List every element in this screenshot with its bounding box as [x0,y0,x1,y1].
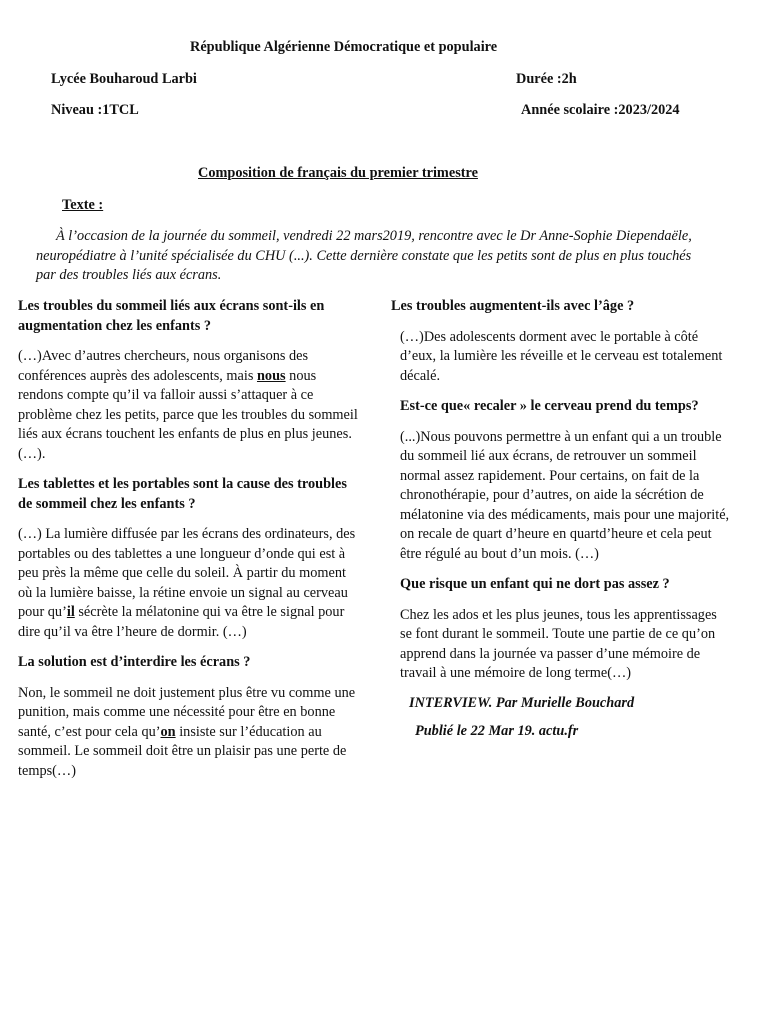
answer-6: Chez les ados et les plus jeunes, tous les apprentissages se font durant le sommeil. Toute une partie de ce qu’on apprend dans la journée va passer d’une mémoire de travail à une mémoire de long terme(…) [400,606,717,681]
republic-header: République Algérienne Démocratique et populaire [190,39,498,55]
answer-1: (…)Avec d’autres chercheurs, nous organisons des conférences auprès des adolescents, mais nous nous rendons compte qu’il va falloir aussi s’attaquer à ce problème chez les petits, parce que les troubles du sommeil liés aux écrans touchent les enfants de plus en plus jeunes.(…). [18,348,358,462]
interview-credit: INTERVIEW. Par Murielle Bouchard [409,694,635,711]
question-6: Que risque un enfant qui ne dort pas assez ? [400,576,670,592]
question-5: Est-ce que« recaler » le cerveau prend du temps? [400,398,699,414]
answer-4: (…)Des adolescents dorment avec le portable à côté d’eux, la lumière les réveille et le cerveau est totalement décalé. [400,328,723,384]
exam-title: Composition de français du premier trimestre [198,165,478,181]
publication-credit: Publié le 22 Mar 19. actu.fr [415,723,579,739]
left-column [18,297,363,781]
texte-label: Texte : [62,197,104,213]
answer-5: (...)Nous pouvons permettre à un enfant qui a un trouble du sommeil lié aux écrans, de retrouver un sommeil normal assez rapidement. Pour certains, on fait de la chronothérapie, pour d’autres, on aide la sécrétion de mélatonine via des médicaments, mais pour une majorité, on recale de quart d’heure en quartd’heure et cela peut être régulé au bout d’un mois. (…) [400,428,730,562]
school-year: Année scolaire :2023/2024 [521,102,680,118]
question-2: Les tablettes et les portables sont la cause des troubles de sommeil chez les enfants ? [18,476,347,512]
answer-3: Non, le sommeil ne doit justement plus être vu comme une punition, mais comme une nécessité pour être en bonne santé, c’est pour cela qu’on insiste sur l’éducation au sommeil. Le sommeil doit être un plaisir pas une perte de temps(…) [18,684,356,779]
underlined-word-on: on [160,723,176,740]
school-name: Lycée Bouharoud Larbi [51,71,197,87]
question-1: Les troubles du sommeil liés aux écrans sont-ils en augmentation chez les enfants ? [18,298,325,334]
underlined-word-il: il [66,604,75,620]
right-column [391,297,731,742]
intro-paragraph: À l’occasion de la journée du sommeil, vendredi 22 mars2019, rencontre avec le Dr Anne-Sophie Diependaële, neuropédiatre à l’unité spécialisée du CHU (...). Cette dernière constate que les petits sont de plus en plus touchés par des troubles liés aux écrans. [36,228,692,283]
question-4: Les troubles augmentent-ils avec l’âge ? [391,298,635,314]
class-level: Niveau :1TCL [51,102,139,118]
question-3: La solution est d’interdire les écrans ? [18,654,251,670]
answer-2: (…) La lumière diffusée par les écrans des ordinateurs, des portables ou des tablettes a une longueur d’onde qui est à peu près la même que celle du soleil. À partir du moment où la lumière baisse, la rétine envoie un signal au cerveau pour qu’il sécrète la mélatonine qui va être le signal pour dire qu’il va être l’heure de dormir. (…) [18,526,356,640]
exam-duration: Durée :2h [516,71,577,87]
underlined-word-nous: nous [256,367,286,384]
